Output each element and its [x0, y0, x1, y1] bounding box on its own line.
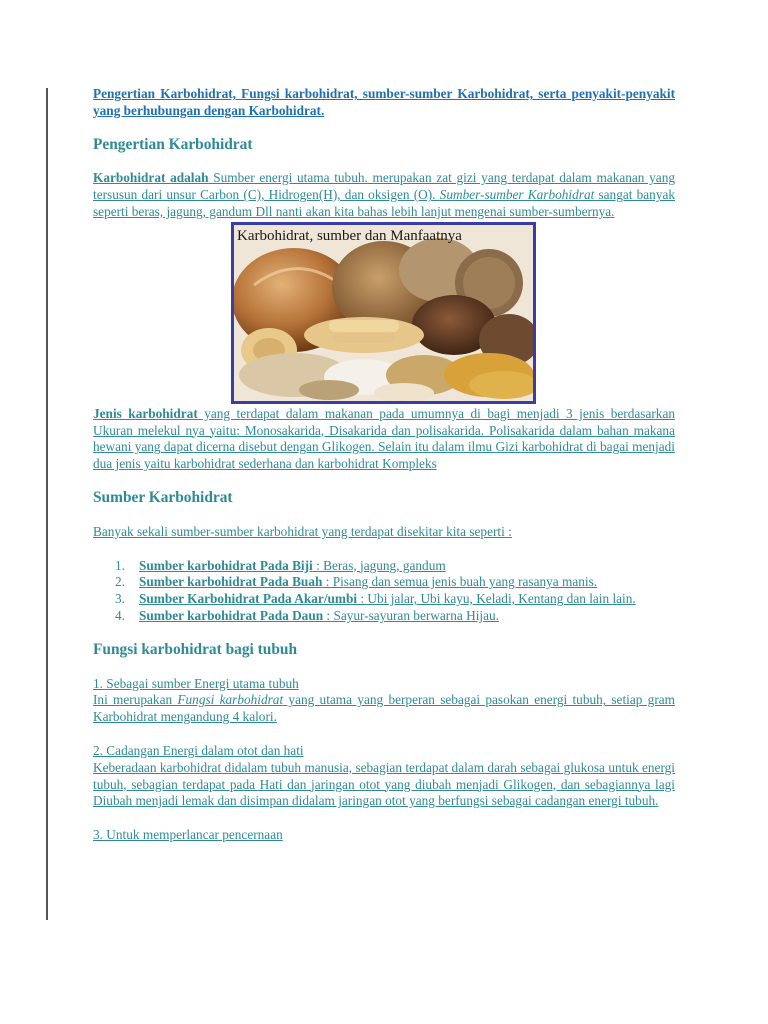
fungsi-1-paragraph: [93, 692, 675, 726]
figure-wrapper: [93, 221, 675, 406]
list-item: [93, 608, 675, 625]
sumber-list: [93, 558, 675, 625]
jenis-lead: Jenis karbohidrat: [93, 405, 198, 421]
jenis-paragraph: [93, 406, 675, 473]
fungsi-2-title: 2. Cadangan Energi dalam otot dan hati: [93, 742, 304, 758]
list-item-bold: Sumber Karbohidrat Pada Akar/umbi: [139, 591, 358, 607]
list-number: 1.: [115, 557, 125, 573]
document-title-link[interactable]: Pengertian Karbohidrat, Fungsi karbohidrat, sumber-sumber Karbohidrat, serta penyakit-penyakit yang berhubungan dengan Karbohidrat.: [93, 86, 675, 118]
list-item-text: : Ubi jalar, Ubi kayu, Keladi, Kentang dan lain lain.: [357, 591, 636, 607]
jenis-text: yang terdapat dalam makanan pada umumnya di bagi menjadi 3 jenis berdasarkan Ukuran melekul nya yaitu: Monosakarida, Disakarida dan polisakarida. Polisakarida dalam bahan makana hewani yang dapat dicerna disebut dengan Glikogen. Selain itu dalam ilmu Gizi karbohidrat di bagai menjadi dua jenis yaitu karbohidrat sederhana dan karbohidrat Kompleks: [93, 405, 675, 472]
list-item-bold: Sumber karbohidrat Pada Daun: [139, 607, 324, 623]
pengertian-text-1: Sumber energi utama tubuh. merupakan zat gizi yang terdapat dalam makanan yang tersusun dari unsur Carbon (C), Hidrogen(H), dan oksigen (O).: [93, 170, 676, 203]
pengertian-italic: Sumber-sumber Karbohidrat: [439, 187, 595, 203]
fungsi-3-title: 3. Untuk memperlancar pencernaan: [93, 827, 283, 843]
image-caption: Karbohidrat, sumber dan Manfaatnya: [237, 227, 462, 244]
sumber-intro: Banyak sekali sumber-sumber karbohidrat yang terdapat disekitar kita seperti :: [93, 523, 512, 539]
carbohydrate-foods-image: [231, 222, 536, 404]
heading-pengertian: Pengertian Karbohidrat: [93, 135, 253, 153]
pengertian-text-2: sangat banyak seperti beras, jagung, gandum Dll nanti akan kita bahas lebih lanjut mengenai sumber-sumbernya.: [93, 187, 676, 219]
list-item-bold: Sumber karbohidrat Pada Buah: [139, 574, 323, 590]
list-item: [93, 574, 675, 591]
fungsi-1-text-2: yang utama yang berperan sebagai pasokan energi tubuh, setiap gram Karbohidrat mengandung 4 kalori.: [93, 692, 675, 725]
fungsi-1-text-1: Ini merupakan: [93, 692, 178, 708]
list-item-bold: Sumber karbohidrat Pada Biji: [139, 557, 313, 573]
carbohydrate-foods-illustration: [234, 225, 533, 401]
list-item-text: : Pisang dan semua jenis buah yang rasanya manis.: [322, 574, 598, 590]
list-number: 2.: [115, 574, 125, 590]
list-item-text: : Sayur-sayuran berwarna Hijau.: [323, 607, 499, 623]
fungsi-1-italic: Fungsi karbohidrat: [177, 692, 284, 708]
page-margin-rule: [46, 88, 48, 920]
heading-fungsi: Fungsi karbohidrat bagi tubuh: [93, 640, 298, 658]
fungsi-1-title: 1. Sebagai sumber Energi utama tubuh: [93, 675, 299, 691]
heading-sumber: Sumber Karbohidrat: [93, 488, 233, 506]
list-item-text: : Beras, jagung, gandum: [312, 557, 446, 573]
pengertian-lead: Karbohidrat adalah: [93, 170, 209, 186]
pengertian-paragraph: [93, 170, 675, 220]
document-body: [93, 86, 675, 844]
list-number: 3.: [115, 591, 125, 607]
fungsi-2-paragraph: Keberadaan karbohidrat didalam tubuh manusia, sebagian terdapat dalam darah sebagai glukosa untuk energi tubuh, sebagian terdapat pada Hati dan jaringan otot yang diubah menjadi Glikogen, dan sebagiannya lagi Diubah menjadi lemak dan disimpan didalam jaringan otot yang berfungsi sebagai cadangan energi tubuh.: [93, 759, 675, 809]
list-item: [93, 558, 675, 575]
list-item: [93, 591, 675, 608]
list-number: 4.: [115, 607, 125, 623]
